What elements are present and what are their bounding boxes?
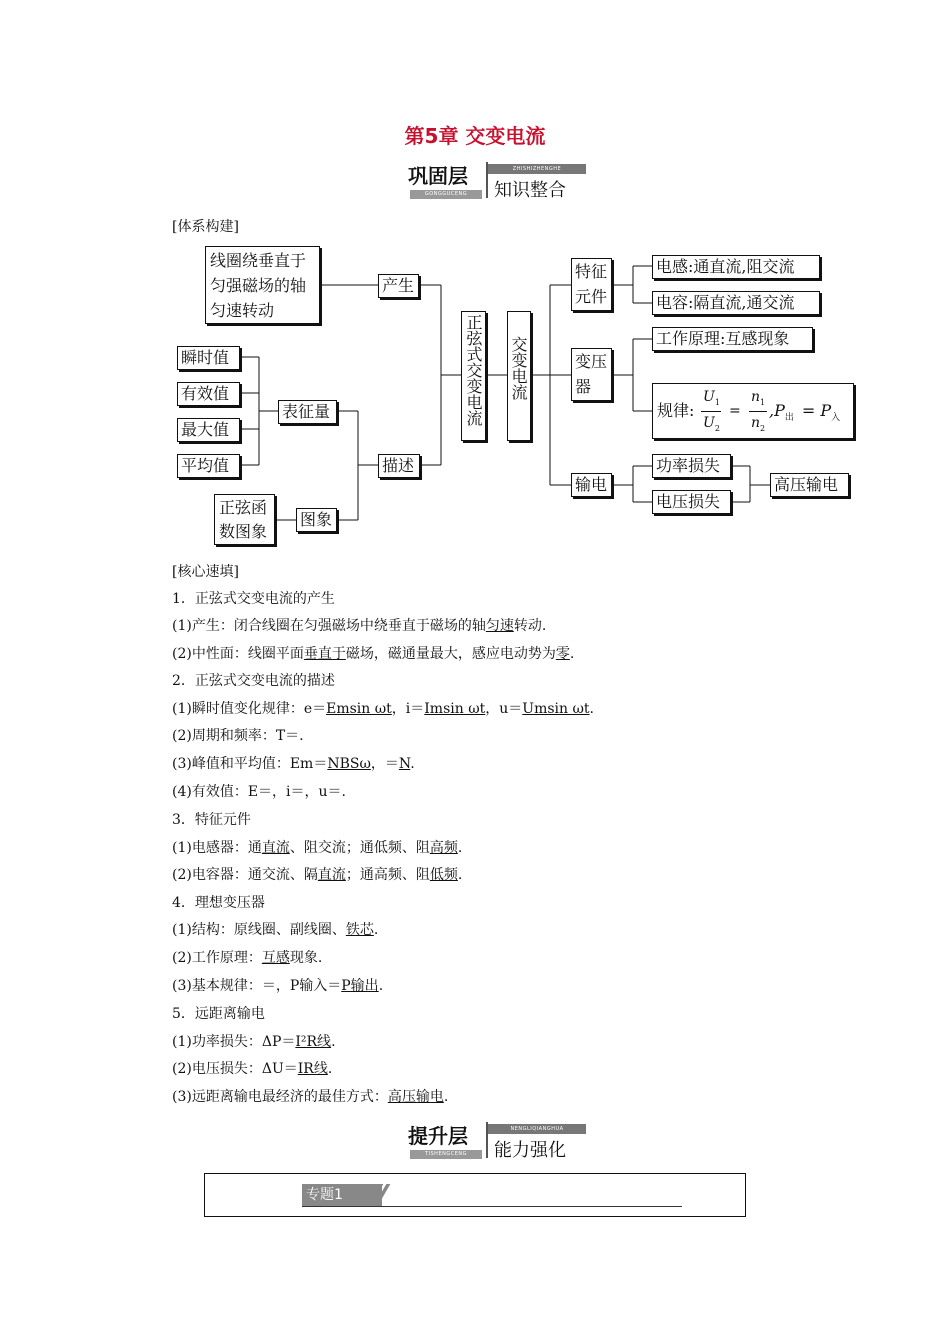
power-transmission-box: 输电 — [571, 473, 612, 497]
core-fill-line — [172, 1033, 336, 1051]
law-p-in: = P — [801, 401, 832, 420]
line-text: . — [443, 1089, 449, 1105]
core-fill-line — [172, 921, 378, 939]
produce-box: 产生 — [378, 274, 419, 298]
sine-function-graph-box: 正弦函数图象 — [214, 494, 275, 545]
line-text: . — [569, 646, 575, 662]
line-text: ；通高频、阻 — [345, 867, 430, 883]
law-equals: = — [729, 403, 741, 419]
fill-answer: Imsin ωt — [424, 701, 486, 717]
fill-answer: 高频 — [429, 840, 458, 856]
characteristic-element-box: 特征元件 — [571, 258, 612, 311]
fill-answer: 铁芯 — [345, 922, 374, 938]
line-text: (3)基本规律：＝，P输入＝ — [172, 978, 342, 994]
voltage-loss-box: 电压损失 — [652, 490, 731, 514]
line-text: . — [378, 978, 384, 994]
fill-answer: Umsin ωt — [522, 701, 590, 717]
instantaneous-value-box: 瞬时值 — [177, 346, 240, 370]
capacitor-box: 电容:隔直流,通交流 — [652, 291, 820, 315]
core-fill-line — [172, 727, 304, 745]
fill-answer: P输出 — [341, 978, 379, 994]
fill-answer: Emsin ωt — [326, 701, 392, 717]
topic-frame — [204, 1173, 746, 1217]
law-n1-letter: n — [751, 389, 761, 405]
line-text: (4)有效值：E＝，i＝，u＝. — [172, 784, 346, 800]
law-n2 — [751, 412, 765, 440]
line-text: . — [457, 840, 463, 856]
line-text: (1)产生：闭合线圈在匀强磁场中绕垂直于磁场的轴 — [172, 618, 486, 634]
maximum-value-box: 最大值 — [177, 418, 240, 442]
fill-answer: NBSω — [327, 756, 371, 772]
fill-answer: 零 — [555, 646, 570, 662]
banner-pinyin-bottom: GONGGUCENG — [410, 190, 482, 199]
line-text: (3)峰值和平均值：Em＝ — [172, 756, 328, 772]
core-fill-line — [172, 894, 265, 912]
fill-answer: 垂直于 — [303, 646, 346, 662]
banner-pinyin-bottom: TISHENGCENG — [410, 1150, 482, 1159]
line-text: 1．正弦式交变电流的产生 — [172, 591, 335, 607]
banner-pinyin-top: ZHISHIZHENGHE — [488, 164, 586, 174]
core-fill-line — [172, 866, 462, 884]
working-principle-box: 工作原理:互感现象 — [652, 327, 813, 351]
core-fill-line — [172, 949, 322, 967]
line-text: (1)功率损失：ΔP＝ — [172, 1034, 296, 1050]
line-text: ，i＝ — [391, 701, 425, 717]
core-fill-line — [172, 590, 335, 608]
line-text: 4．理想变压器 — [172, 895, 265, 911]
line-text: ，u＝ — [485, 701, 523, 717]
effective-value-box: 有效值 — [177, 382, 240, 406]
core-fill-line — [172, 617, 546, 635]
fill-answer: 直流 — [317, 867, 346, 883]
core-fill-line — [172, 783, 346, 801]
cause-box: 线圈绕垂直于匀强磁场的轴匀速转动 — [205, 246, 320, 324]
line-text: (2)周期和频率：T＝. — [172, 728, 304, 744]
line-text: (2)工作原理： — [172, 950, 262, 966]
fill-answer: 高压输电 — [387, 1089, 444, 1105]
law-u2-sub: 2 — [714, 423, 720, 433]
line-text: 现象. — [289, 950, 323, 966]
average-value-box: 平均值 — [177, 454, 240, 478]
law-n2-sub: 2 — [760, 423, 766, 433]
law-label: 规律: — [657, 401, 695, 420]
graph-box: 图象 — [296, 508, 337, 532]
core-fill-line — [172, 645, 574, 663]
core-fill-line — [172, 1005, 265, 1023]
core-fill-line — [172, 811, 251, 829]
describe-box: 描述 — [378, 454, 420, 478]
fill-answer: 匀速 — [485, 618, 514, 634]
fill-answer: 低频 — [429, 867, 458, 883]
banner-pinyin-top: NENGLIQIANGHUA — [488, 1124, 586, 1134]
core-fill-line — [172, 672, 335, 690]
fill-answer: 互感 — [261, 950, 290, 966]
law-power — [769, 400, 840, 429]
law-n1-sub: 1 — [760, 397, 766, 407]
line-text: . — [327, 1061, 333, 1077]
fill-answer: IR线 — [297, 1061, 328, 1077]
fill-answer: N — [398, 756, 411, 772]
line-text: 3．特征元件 — [172, 812, 251, 828]
chapter-title: 第5章 交变电流 — [404, 124, 546, 148]
characteristic-quantity-box: 表征量 — [278, 400, 337, 424]
core-fill-line — [172, 755, 415, 773]
section-label-core: [核心速填] — [172, 564, 239, 580]
law-p-out: ,P — [769, 401, 785, 420]
ac-box: 交变电流 — [507, 311, 531, 441]
transformer-box: 变压器 — [571, 348, 612, 401]
line-text: (1)结构：原线圈、副线圈、 — [172, 922, 346, 938]
transformer-law-box — [652, 383, 854, 439]
law-n2-letter: n — [751, 415, 761, 431]
law-n1 — [751, 386, 765, 414]
line-text: . — [457, 867, 463, 883]
inductor-box: 电感:通直流,阻交流 — [652, 255, 820, 279]
banner-main-text: 巩固层 — [408, 164, 468, 188]
law-u1-sub: 1 — [714, 397, 720, 407]
banner-improvement — [408, 1120, 588, 1160]
topic-label: 专题1 — [302, 1184, 382, 1206]
line-text: . — [589, 701, 594, 717]
banner-sub-text: 知识整合 — [494, 180, 566, 201]
line-text: 磁场，磁通量最大，感应电动势为 — [345, 646, 556, 662]
line-text: . — [331, 1034, 336, 1050]
core-fill-line — [172, 1088, 448, 1106]
power-loss-box: 功率损失 — [652, 454, 731, 478]
line-text: (1)瞬时值变化规律：e＝ — [172, 701, 327, 717]
banner-main-text: 提升层 — [408, 1124, 468, 1148]
core-fill-line — [172, 1060, 332, 1078]
line-text: 5．远距离输电 — [172, 1006, 265, 1022]
high-voltage-transmission-box: 高压输电 — [770, 473, 849, 497]
law-u2-letter: U — [703, 415, 715, 431]
line-text: (2)电压损失：ΔU＝ — [172, 1061, 298, 1077]
core-fill-line — [172, 839, 462, 857]
line-text: (2)电容器：通交流、隔 — [172, 867, 318, 883]
law-u1-letter: U — [703, 389, 715, 405]
line-text: (1)电感器：通 — [172, 840, 262, 856]
line-text: (3)远距离输电最经济的最佳方式： — [172, 1089, 388, 1105]
law-in-sub: 入 — [831, 413, 841, 424]
line-text: 2．正弦式交变电流的描述 — [172, 673, 335, 689]
banner-sub-text: 能力强化 — [494, 1140, 566, 1161]
topic-underline — [302, 1206, 682, 1207]
law-out-sub: 出 — [784, 413, 794, 424]
section-label-structure: [体系构建] — [172, 219, 239, 235]
line-text: . — [373, 922, 379, 938]
line-text: (2)中性面：线圈平面 — [172, 646, 304, 662]
line-text: ，＝ — [370, 756, 399, 772]
sine-ac-box: 正弦式交变电流 — [461, 311, 486, 441]
law-u1 — [703, 386, 720, 414]
line-text: . — [410, 756, 415, 772]
core-fill-line — [172, 977, 383, 995]
fill-answer: I²R线 — [295, 1034, 332, 1050]
fill-answer: 直流 — [261, 840, 290, 856]
line-text: 、阻交流；通低频、阻 — [289, 840, 430, 856]
core-fill-line — [172, 700, 594, 718]
line-text: 转动. — [513, 618, 547, 634]
law-u2 — [703, 412, 720, 440]
